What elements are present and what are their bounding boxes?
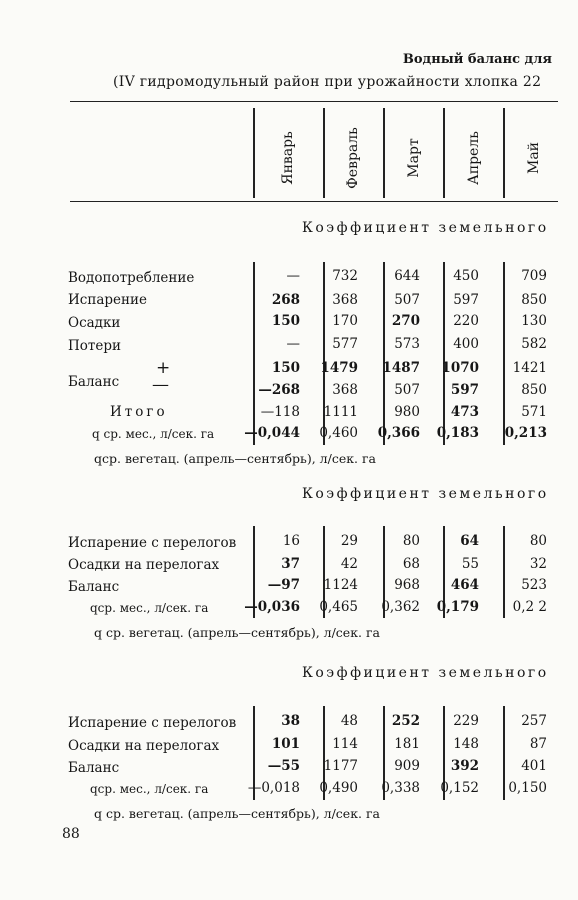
section-2-title: Коэффициент земельного [302,486,549,502]
month-january: Январь [280,131,296,185]
page-title: Водный баланс для [402,52,552,67]
section-1-title: Коэффициент земельного [302,220,549,236]
section-3-title: Коэффициент земельного [302,665,549,681]
section-2-note: q ср. вегетац. (апрель—сентябрь), л/сек. га [94,625,380,640]
month-march: Март [406,138,422,178]
section-1-note: qср. вегетац. (апрель—сентябрь), л/сек. га [94,451,376,466]
page-number: 88 [62,826,80,842]
page-subtitle: (IV гидромодульный район при урожайности хлопка 22 [113,74,542,90]
header-bottom-rule [70,201,558,202]
section-3-note: q ср. вегетац. (апрель—сентябрь), л/сек. га [94,806,380,821]
month-april: Апрель [466,131,482,185]
month-may: Май [526,141,542,175]
header-top-rule [70,101,558,102]
month-february: Февраль [345,127,361,189]
